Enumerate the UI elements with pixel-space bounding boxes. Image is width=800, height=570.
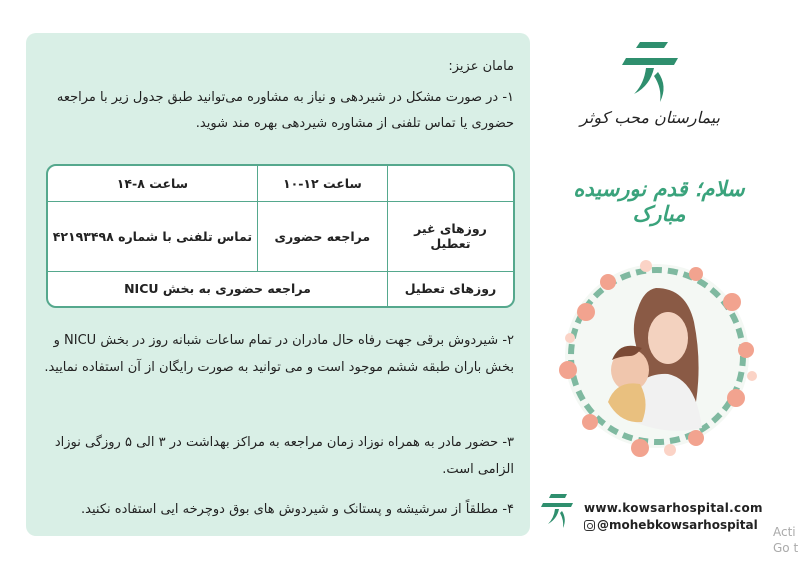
info-card: [26, 33, 530, 536]
paragraph-2: ۲- شیردوش برقی جهت رفاه حال مادران در تمام ساعات شبانه روز در بخش NICU و بخش باران طبقه ششم موجود است و می توانید به صورت رایگان از آن استفاده نمایید.: [44, 333, 514, 375]
instagram-handle[interactable]: [584, 518, 758, 532]
welcome-message: سلام؛ قدم نورسیده مبارک: [573, 176, 745, 226]
table-cell: ساعت ۱۲-۱۰: [257, 166, 387, 201]
table-cell: روزهای غیر تعطیل: [387, 201, 513, 271]
watermark-line-2: Go t: [773, 541, 799, 555]
table-cell: [387, 166, 513, 201]
activation-watermark: [773, 524, 798, 556]
mother-baby-wreath-illustration: [546, 252, 768, 460]
schedule-table: [46, 164, 515, 308]
instagram-text: @mohebkowsarhospital: [597, 518, 758, 532]
table-cell: روزهای تعطیل: [387, 271, 513, 306]
hospital-name: بیمارستان محب کوثر: [580, 108, 720, 127]
table-cell: تماس تلفنی با شماره ۴۲۱۹۳۴۹۸: [48, 201, 257, 271]
watermark-line-1: Acti: [773, 525, 796, 539]
table-cell: مراجعه حضوری: [257, 201, 387, 271]
instagram-icon: [584, 520, 595, 531]
paragraph-1: ۱- در صورت مشکل در شیردهی و نیاز به مشاوره می‌توانید طبق جدول زیر با مراجعه حضوری یا تماس تلفنی از مشاوره شیردهی بهره مند شوید.: [56, 90, 514, 131]
footer-logo-icon: [541, 491, 577, 531]
hospital-logo-icon: [620, 36, 686, 106]
table-row: [48, 201, 513, 271]
table-cell: مراجعه حضوری به بخش NICU: [48, 271, 387, 306]
table-cell: ساعت ۸-۱۴: [48, 166, 257, 201]
table-row: [48, 166, 513, 201]
table-row: [48, 271, 513, 306]
paragraph-3: ۳- حضور مادر به همراه نوزاد زمان مراجعه به مراکز بهداشت در ۳ الی ۵ روزگی نوزاد الزامی است.: [54, 435, 514, 477]
greeting: مامان عزیز:: [448, 59, 514, 74]
website-link[interactable]: www.kowsarhospital.com: [584, 501, 763, 515]
paragraph-4: ۴- مطلقاً از سرشیشه و پستانک و شیردوش های بوق دوچرخه ایی استفاده نکنید.: [81, 502, 514, 517]
